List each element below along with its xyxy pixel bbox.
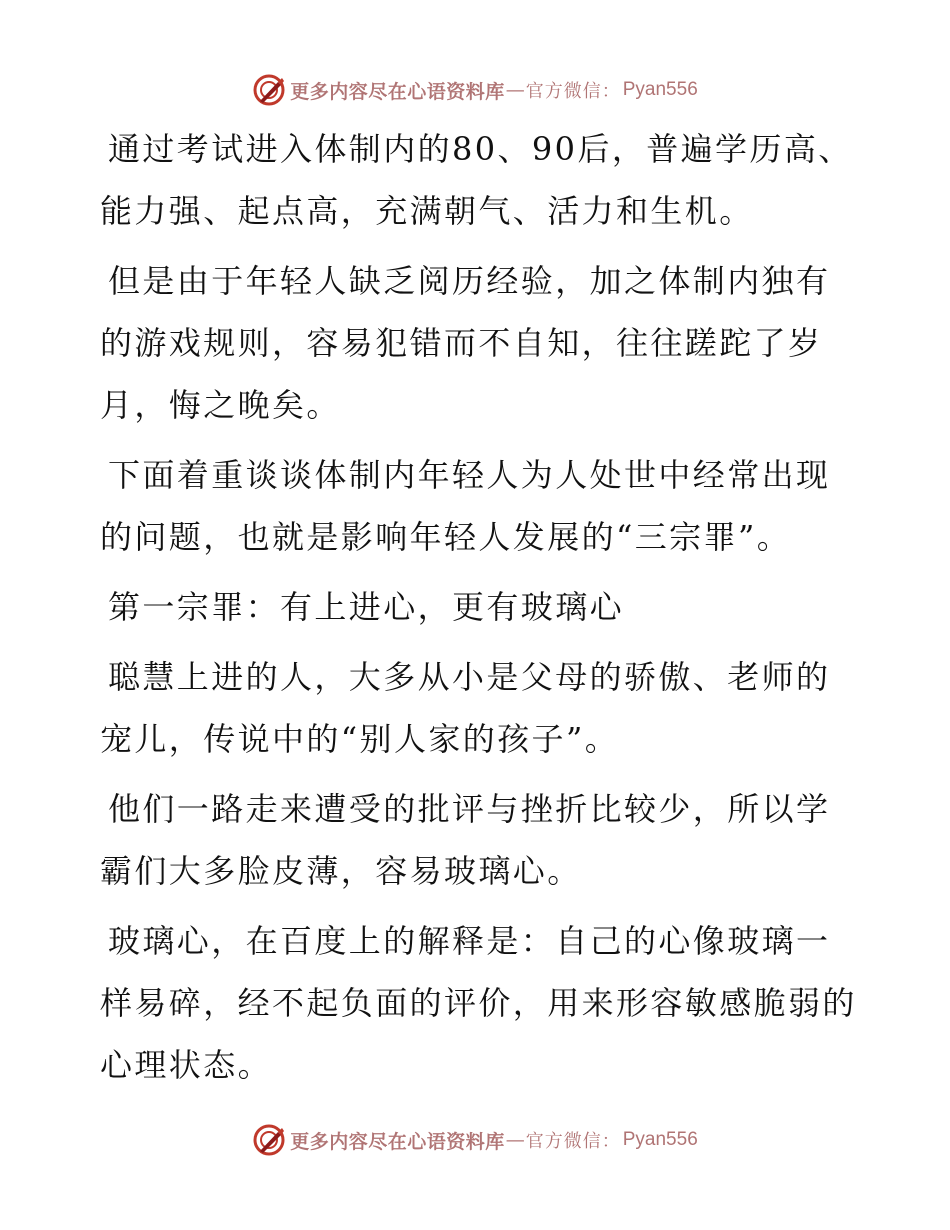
paragraph: 玻璃心，在百度上的解释是：自己的心像玻璃一样易碎，经不起负面的评价，用来形容敏感脆弱的心理状态。: [100, 922, 857, 1084]
paragraph: 通过考试进入体制内的80、90后，普遍学历高、能力强、起点高，充满朝气、活力和生机。: [100, 130, 853, 230]
watermark-text: 更多内容尽在心语资料库: [290, 1130, 505, 1153]
paragraph: 但是由于年轻人缺乏阅历经验，加之体制内独有的游戏规则，容易犯错而不自知，往往蹉跎了岁月，悔之晚矣。: [100, 262, 831, 424]
header-watermark: [0, 70, 950, 110]
watermark-wechat-id: Pyan556: [622, 1129, 698, 1150]
watermark-wechat-id: Pyan556: [622, 79, 698, 100]
footer-watermark: [0, 1120, 950, 1160]
watermark-wechat-label: 官方微信：: [525, 1131, 621, 1152]
watermark-dash: —: [505, 1129, 525, 1151]
watermark-text: 更多内容尽在心语资料库: [290, 80, 505, 103]
paragraph: 聪慧上进的人，大多从小是父母的骄傲、老师的宠儿，传说中的“别人家的孩子”。: [100, 658, 831, 758]
watermark-dash: —: [505, 79, 525, 101]
article-body: [100, 118, 860, 1104]
paragraph: 下面着重谈谈体制内年轻人为人处世中经常出现的问题，也就是影响年轻人发展的“三宗罪”。: [100, 456, 831, 556]
section-heading: 第一宗罪：有上进心，更有玻璃心: [108, 588, 625, 626]
watermark-wechat-label: 官方微信：: [525, 81, 621, 102]
paragraph: 他们一路走来遭受的批评与挫折比较少，所以学霸们大多脸皮薄，容易玻璃心。: [100, 790, 831, 890]
pen-logo-icon: [252, 1123, 286, 1157]
pen-logo-icon: [252, 73, 286, 107]
